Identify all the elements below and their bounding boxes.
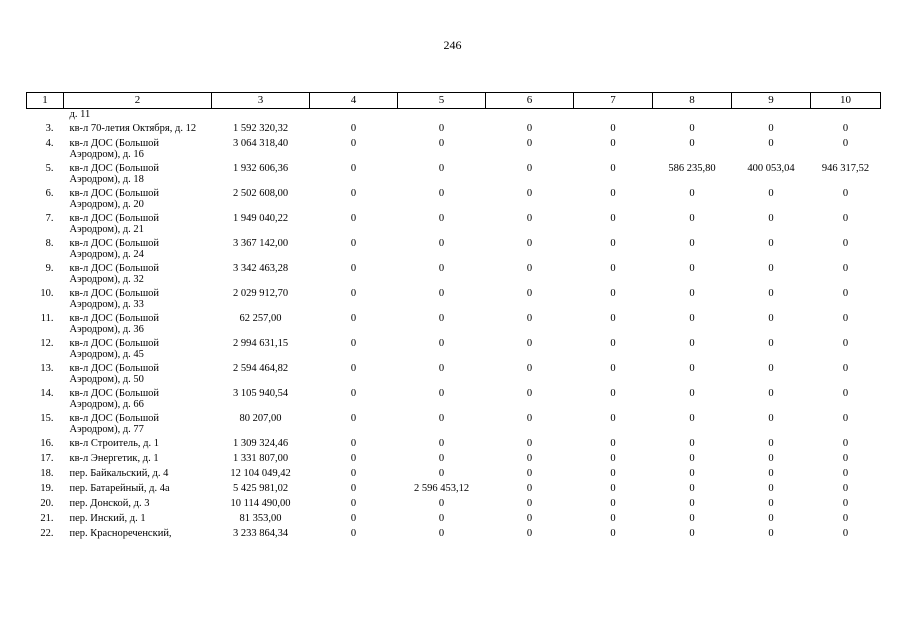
- value-cell: [486, 109, 574, 124]
- value-cell: 0: [768, 438, 774, 449]
- address-cell: [64, 338, 212, 363]
- value-cell: 0: [689, 513, 695, 524]
- row-number: 9.: [45, 263, 54, 274]
- value-cell: 0: [689, 123, 695, 134]
- value-cell: 0: [526, 438, 533, 449]
- value-cell: 0: [689, 288, 695, 299]
- value-cell: 0: [689, 138, 695, 149]
- value-cell: 0: [350, 238, 357, 249]
- value-cell: 0: [350, 338, 357, 349]
- value-cell: 0: [768, 263, 774, 274]
- value-cell: 400 053,04: [747, 163, 795, 174]
- value-cell: 0: [438, 413, 445, 424]
- value-cell: 0: [689, 498, 695, 509]
- value-cell: 0: [350, 413, 357, 424]
- value-cell: 0: [768, 388, 774, 399]
- row-number: 12.: [40, 338, 54, 349]
- value-cell: 0: [350, 138, 357, 149]
- value-cell: 0: [610, 288, 616, 299]
- value-cell: 0: [689, 338, 695, 349]
- value-cell: 0: [350, 438, 357, 449]
- total-cost-cell: 80 207,00: [239, 413, 282, 424]
- value-cell: 0: [768, 498, 774, 509]
- address-line: кв-л Строитель, д. 1: [69, 438, 159, 449]
- row-number: 20.: [40, 498, 54, 509]
- value-cell: 0: [526, 498, 533, 509]
- value-cell: 0: [438, 313, 445, 324]
- value-cell: 0: [842, 188, 849, 199]
- value-cell: 0: [610, 363, 616, 374]
- value-cell: 0: [438, 213, 445, 224]
- table-header: [27, 93, 881, 109]
- total-cost-cell: 5 425 981,02: [232, 483, 289, 494]
- value-cell: 0: [350, 498, 357, 509]
- value-cell: 0: [768, 123, 774, 134]
- address-cell: [64, 138, 212, 163]
- address-cell: [64, 453, 212, 468]
- table-row: [27, 338, 881, 363]
- value-cell: 0: [438, 363, 445, 374]
- value-cell: 0: [842, 483, 849, 494]
- value-cell: 0: [350, 123, 357, 134]
- table-row: [27, 513, 881, 528]
- table-row: [27, 238, 881, 263]
- value-cell: 0: [438, 513, 445, 524]
- value-cell: 0: [350, 313, 357, 324]
- value-cell: 0: [438, 338, 445, 349]
- table-row: [27, 313, 881, 338]
- value-cell: 0: [438, 138, 445, 149]
- table-row: [27, 468, 881, 483]
- value-cell: 0: [689, 263, 695, 274]
- column-header-4: 4: [310, 93, 398, 109]
- address-cell: [64, 483, 212, 498]
- value-cell: 0: [438, 238, 445, 249]
- value-cell: 0: [438, 498, 445, 509]
- value-cell: [212, 109, 310, 124]
- address-line: Аэродром), д. 50: [69, 374, 144, 385]
- value-cell: 0: [768, 413, 774, 424]
- row-number: 8.: [45, 238, 54, 249]
- total-cost-cell: 12 104 049,42: [230, 468, 291, 479]
- address-cell: [64, 313, 212, 338]
- total-cost-cell: 1 331 807,00: [232, 453, 289, 464]
- value-cell: 0: [350, 483, 357, 494]
- address-cell: [64, 363, 212, 388]
- address-line: кв-л ДОС (Большой: [69, 338, 160, 349]
- value-cell: 0: [526, 138, 533, 149]
- row-number: [27, 109, 64, 124]
- total-cost-cell: 1 949 040,22: [232, 213, 289, 224]
- value-cell: 0: [768, 288, 774, 299]
- row-number: 16.: [40, 438, 54, 449]
- table-row: [27, 388, 881, 413]
- value-cell: 0: [526, 468, 533, 479]
- table-row: [27, 213, 881, 238]
- value-cell: 0: [842, 288, 849, 299]
- value-cell: 0: [842, 238, 849, 249]
- value-cell: 0: [610, 338, 616, 349]
- column-header-8: 8: [653, 93, 732, 109]
- address-line: Аэродром), д. 24: [69, 249, 144, 260]
- address-line: пер. Байкальский, д. 4: [69, 468, 169, 479]
- address-line: Аэродром), д. 32: [69, 274, 144, 285]
- value-cell: 0: [350, 453, 357, 464]
- value-cell: 0: [526, 413, 533, 424]
- value-cell: 0: [526, 123, 533, 134]
- address-cell: [64, 468, 212, 483]
- row-number: 10.: [40, 288, 54, 299]
- address-cell: [64, 513, 212, 528]
- address-line: кв-л ДОС (Большой: [69, 238, 160, 249]
- row-number: 11.: [40, 313, 54, 324]
- table-row: [27, 483, 881, 498]
- total-cost-cell: 3 367 142,00: [232, 238, 289, 249]
- value-cell: [811, 109, 881, 124]
- address-line: кв-л ДОС (Большой: [69, 413, 160, 424]
- value-cell: 0: [842, 468, 849, 479]
- value-cell: 0: [438, 528, 445, 539]
- table-row-continuation: [27, 109, 881, 124]
- value-cell: 0: [842, 363, 849, 374]
- total-cost-cell: 3 233 864,34: [232, 528, 289, 539]
- total-cost-cell: 1 932 606,36: [232, 163, 289, 174]
- address-cell: [64, 109, 212, 124]
- value-cell: 0: [438, 263, 445, 274]
- row-number: 3.: [45, 123, 54, 134]
- value-cell: 0: [842, 123, 849, 134]
- address-line: Аэродром), д. 20: [69, 199, 144, 210]
- value-cell: 0: [526, 528, 533, 539]
- value-cell: 0: [689, 238, 695, 249]
- address-line: кв-л 70-летия Октября, д. 12: [69, 123, 197, 134]
- address-cell: [64, 388, 212, 413]
- value-cell: 0: [842, 263, 849, 274]
- value-cell: 0: [438, 388, 445, 399]
- value-cell: 0: [768, 313, 774, 324]
- total-cost-cell: 2 994 631,15: [232, 338, 289, 349]
- value-cell: 0: [768, 188, 774, 199]
- value-cell: 0: [689, 453, 695, 464]
- value-cell: 0: [438, 468, 445, 479]
- value-cell: [732, 109, 811, 124]
- value-cell: 0: [610, 188, 616, 199]
- address-line: пер. Батарейный, д. 4а: [69, 483, 170, 494]
- value-cell: 2 596 453,12: [413, 483, 470, 494]
- value-cell: 0: [526, 338, 533, 349]
- address-line: кв-л ДОС (Большой: [69, 388, 160, 399]
- value-cell: 0: [350, 363, 357, 374]
- value-cell: 0: [350, 388, 357, 399]
- value-cell: 0: [526, 238, 533, 249]
- column-header-2: 2: [64, 93, 212, 109]
- address-line: д. 11: [69, 109, 91, 120]
- row-number: 22.: [40, 528, 54, 539]
- value-cell: 0: [610, 498, 616, 509]
- value-cell: 0: [350, 468, 357, 479]
- table-row: [27, 438, 881, 453]
- value-cell: 0: [689, 438, 695, 449]
- total-cost-cell: 10 114 490,00: [230, 498, 291, 509]
- value-cell: 0: [610, 263, 616, 274]
- address-line: пер. Краснореченский,: [69, 528, 172, 539]
- value-cell: 0: [438, 123, 445, 134]
- column-header-1: 1: [27, 93, 64, 109]
- value-cell: 0: [610, 163, 616, 174]
- address-line: кв-л ДОС (Большой: [69, 363, 160, 374]
- value-cell: 0: [350, 188, 357, 199]
- row-number: 14.: [40, 388, 54, 399]
- total-cost-cell: 1 592 320,32: [232, 123, 289, 134]
- row-number: 13.: [40, 363, 54, 374]
- row-number: 7.: [45, 213, 54, 224]
- value-cell: 0: [689, 468, 695, 479]
- address-line: кв-л ДОС (Большой: [69, 288, 160, 299]
- value-cell: 946 317,52: [821, 163, 870, 174]
- total-cost-cell: 2 502 608,00: [232, 188, 289, 199]
- value-cell: 0: [350, 288, 357, 299]
- value-cell: 0: [438, 453, 445, 464]
- table-body: [27, 109, 881, 544]
- value-cell: 0: [438, 438, 445, 449]
- value-cell: 0: [526, 188, 533, 199]
- value-cell: 0: [610, 453, 616, 464]
- value-cell: 586 235,80: [668, 163, 716, 174]
- value-cell: 0: [610, 313, 616, 324]
- table-row: [27, 413, 881, 438]
- total-cost-cell: 3 342 463,28: [232, 263, 289, 274]
- table-row: [27, 498, 881, 513]
- value-cell: 0: [842, 513, 849, 524]
- value-cell: 0: [842, 213, 849, 224]
- address-line: Аэродром), д. 18: [69, 174, 144, 185]
- address-line: кв-л ДОС (Большой: [69, 163, 160, 174]
- value-cell: 0: [689, 483, 695, 494]
- value-cell: 0: [689, 213, 695, 224]
- value-cell: 0: [689, 363, 695, 374]
- value-cell: 0: [768, 513, 774, 524]
- value-cell: 0: [350, 163, 357, 174]
- value-cell: 0: [438, 188, 445, 199]
- address-line: пер. Инский, д. 1: [69, 513, 146, 524]
- row-number: 4.: [45, 138, 54, 149]
- value-cell: 0: [526, 453, 533, 464]
- value-cell: 0: [768, 363, 774, 374]
- value-cell: 0: [610, 438, 616, 449]
- address-line: Аэродром), д. 36: [69, 324, 144, 335]
- value-cell: 0: [689, 313, 695, 324]
- table-row: [27, 263, 881, 288]
- value-cell: 0: [610, 388, 616, 399]
- address-line: кв-л ДОС (Большой: [69, 188, 160, 199]
- value-cell: 0: [842, 528, 849, 539]
- value-cell: 0: [526, 263, 533, 274]
- value-cell: 0: [526, 483, 533, 494]
- address-line: кв-л Энергетик, д. 1: [69, 453, 159, 464]
- value-cell: [398, 109, 486, 124]
- address-cell: [64, 188, 212, 213]
- value-cell: 0: [350, 528, 357, 539]
- table-row: [27, 138, 881, 163]
- address-cell: [64, 123, 212, 138]
- table-row: [27, 288, 881, 313]
- value-cell: 0: [842, 438, 849, 449]
- address-line: кв-л ДОС (Большой: [69, 213, 160, 224]
- value-cell: 0: [768, 468, 774, 479]
- address-line: Аэродром), д. 33: [69, 299, 144, 310]
- address-line: кв-л ДОС (Большой: [69, 138, 160, 149]
- value-cell: 0: [842, 138, 849, 149]
- address-line: кв-л ДОС (Большой: [69, 313, 160, 324]
- row-number: 19.: [40, 483, 54, 494]
- column-header-10: 10: [811, 93, 881, 109]
- value-cell: 0: [350, 513, 357, 524]
- row-number: 21.: [40, 513, 54, 524]
- address-cell: [64, 163, 212, 188]
- value-cell: 0: [610, 413, 616, 424]
- table-row: [27, 188, 881, 213]
- value-cell: 0: [842, 313, 849, 324]
- value-cell: 0: [610, 483, 616, 494]
- total-cost-cell: 62 257,00: [239, 313, 282, 324]
- table-row: [27, 528, 881, 543]
- value-cell: 0: [768, 213, 774, 224]
- total-cost-cell: 3 064 318,40: [232, 138, 289, 149]
- value-cell: [310, 109, 398, 124]
- value-cell: 0: [842, 498, 849, 509]
- total-cost-cell: 2 029 912,70: [232, 288, 289, 299]
- value-cell: 0: [842, 413, 849, 424]
- address-line: кв-л ДОС (Большой: [69, 263, 160, 274]
- value-cell: 0: [689, 413, 695, 424]
- value-cell: 0: [350, 263, 357, 274]
- value-cell: 0: [438, 163, 445, 174]
- row-number: 6.: [45, 188, 54, 199]
- value-cell: 0: [842, 453, 849, 464]
- address-line: Аэродром), д. 77: [69, 424, 144, 435]
- column-header-3: 3: [212, 93, 310, 109]
- value-cell: 0: [768, 338, 774, 349]
- value-cell: 0: [842, 338, 849, 349]
- total-cost-cell: 81 353,00: [239, 513, 282, 524]
- value-cell: [653, 109, 732, 124]
- table-row: [27, 163, 881, 188]
- address-cell: [64, 238, 212, 263]
- value-cell: 0: [526, 213, 533, 224]
- value-cell: 0: [610, 213, 616, 224]
- column-header-7: 7: [574, 93, 653, 109]
- address-line: Аэродром), д. 45: [69, 349, 144, 360]
- value-cell: 0: [350, 213, 357, 224]
- address-line: Аэродром), д. 16: [69, 149, 144, 160]
- table-row: [27, 363, 881, 388]
- address-line: Аэродром), д. 21: [69, 224, 144, 235]
- value-cell: 0: [689, 388, 695, 399]
- value-cell: 0: [526, 513, 533, 524]
- header-row: [27, 93, 881, 109]
- data-table: [26, 92, 881, 543]
- address-cell: [64, 498, 212, 513]
- value-cell: 0: [768, 138, 774, 149]
- address-line: пер. Донской, д. 3: [69, 498, 150, 509]
- value-cell: 0: [526, 288, 533, 299]
- address-line: Аэродром), д. 66: [69, 399, 144, 410]
- value-cell: 0: [526, 163, 533, 174]
- address-cell: [64, 288, 212, 313]
- value-cell: 0: [610, 238, 616, 249]
- total-cost-cell: 1 309 324,46: [232, 438, 289, 449]
- value-cell: 0: [689, 528, 695, 539]
- value-cell: 0: [610, 123, 616, 134]
- address-cell: [64, 528, 212, 543]
- value-cell: [574, 109, 653, 124]
- row-number: 17.: [40, 453, 54, 464]
- column-header-9: 9: [732, 93, 811, 109]
- value-cell: 0: [438, 288, 445, 299]
- table-row: [27, 453, 881, 468]
- column-header-6: 6: [486, 93, 574, 109]
- row-number: 5.: [45, 163, 54, 174]
- total-cost-cell: 2 594 464,82: [232, 363, 289, 374]
- value-cell: 0: [842, 388, 849, 399]
- value-cell: 0: [689, 188, 695, 199]
- table-row: [27, 123, 881, 138]
- address-cell: [64, 263, 212, 288]
- row-number: 15.: [40, 413, 54, 424]
- value-cell: 0: [610, 528, 616, 539]
- value-cell: 0: [610, 138, 616, 149]
- page-number: 246: [443, 38, 462, 52]
- column-header-5: 5: [398, 93, 486, 109]
- value-cell: 0: [610, 468, 616, 479]
- address-cell: [64, 413, 212, 438]
- address-cell: [64, 438, 212, 453]
- value-cell: 0: [768, 453, 774, 464]
- value-cell: 0: [768, 238, 774, 249]
- value-cell: 0: [526, 388, 533, 399]
- total-cost-cell: 3 105 940,54: [232, 388, 289, 399]
- value-cell: 0: [526, 313, 533, 324]
- value-cell: 0: [768, 528, 774, 539]
- value-cell: 0: [526, 363, 533, 374]
- row-number: 18.: [40, 468, 54, 479]
- value-cell: 0: [768, 483, 774, 494]
- address-cell: [64, 213, 212, 238]
- value-cell: 0: [610, 513, 616, 524]
